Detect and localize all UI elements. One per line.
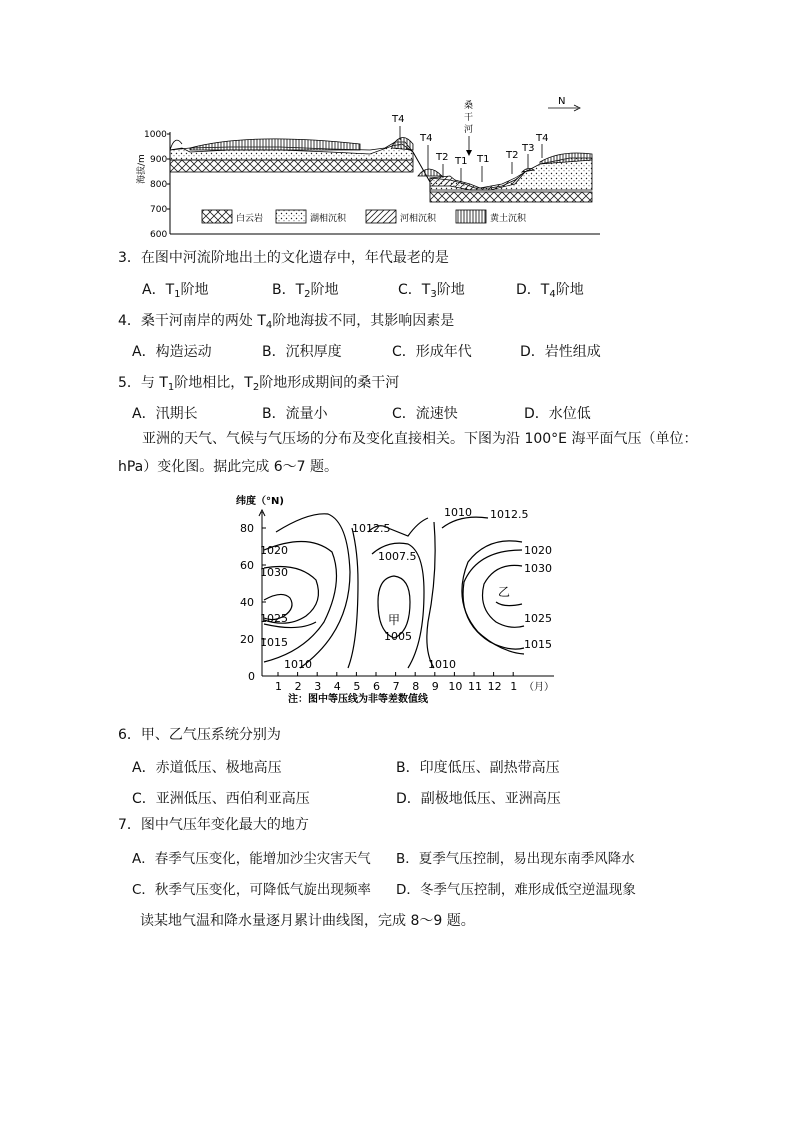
y-tick: 60 [240, 559, 254, 572]
question-7-option-b: B．夏季气压控制，易出现东南季风降水 [396, 851, 635, 867]
question-6-stem: 6．甲、乙气压系统分别为 [118, 727, 281, 743]
isobar-label: 1005 [384, 630, 412, 643]
y-tick: 80 [240, 522, 254, 535]
y-tick: 20 [240, 633, 254, 646]
river-label: 干 [464, 113, 474, 123]
option-tail: 阶地 [555, 282, 584, 298]
isobar-label: 1020 [524, 544, 552, 557]
question-3-option-a [142, 279, 209, 300]
x-tick: 2 [294, 680, 302, 693]
terrace-cross-section-figure [130, 92, 610, 242]
question-4-option-c: C．形成年代 [392, 344, 472, 360]
center-label-yi: 乙 [498, 585, 511, 599]
isobar-label: 1007.5 [378, 550, 417, 563]
stem-part: 阶地相比，T [174, 375, 253, 391]
river-label: 桑 [464, 101, 474, 111]
legend-label: 白云岩 [236, 214, 264, 224]
stem-part: 5．与 T [118, 375, 168, 391]
x-tick: 10 [448, 680, 463, 693]
question-6-option-d: D．副极地低压、亚洲高压 [396, 791, 561, 807]
question-7-option-a: A．春季气压变化，能增加沙尘灾害天气 [132, 851, 371, 867]
question-7-option-d: D．冬季气压控制，难形成低空逆温现象 [396, 882, 636, 898]
x-tick: 9 [431, 680, 439, 693]
legend-label: 湖相沉积 [310, 214, 347, 224]
option-text: D．T [516, 282, 550, 298]
question-5-stem [118, 372, 399, 393]
terrace-label: T4 [392, 114, 405, 125]
terrace-label: T4 [536, 133, 549, 144]
question-3-option-c [398, 279, 465, 300]
x-tick: 5 [353, 680, 361, 693]
x-tick: 3 [314, 680, 322, 693]
legend-label: 河相沉积 [400, 214, 437, 224]
question-4-option-a: A．构造运动 [132, 344, 212, 360]
stem-sub: 4 [265, 320, 273, 331]
isobar-label: 1020 [260, 544, 288, 557]
center-label-jia: 甲 [388, 613, 401, 627]
question-6-option-c: C．亚洲低压、西伯利亚高压 [132, 791, 310, 807]
question-6-option-b: B．印度低压、副热带高压 [396, 760, 560, 776]
sea-level-pressure-chart [228, 492, 568, 706]
option-text: B．T [272, 282, 305, 298]
x-unit: （月） [524, 682, 554, 693]
x-tick: 1 [275, 680, 282, 693]
y-tick: 40 [240, 596, 254, 609]
terrace-label: T1 [455, 156, 468, 167]
x-tick: 11 [468, 680, 482, 693]
x-tick: 6 [373, 680, 380, 693]
stem-part: 阶地海拔不同，其影响因素是 [272, 313, 455, 329]
y-tick: 1000 [144, 130, 167, 140]
option-text: A．T [142, 282, 175, 298]
isobar-label: 1025 [524, 612, 552, 625]
y-axis-title: 纬度（°N) [236, 496, 284, 507]
option-sub: 1 [174, 289, 181, 300]
y-tick: 600 [150, 230, 168, 240]
terrace-label: T2 [436, 152, 449, 163]
stem-sub: 1 [167, 382, 175, 393]
option-tail: 阶地 [310, 282, 339, 298]
legend [202, 210, 527, 224]
legend-label: 黄土沉积 [490, 214, 527, 224]
terrace-label: T3 [522, 143, 535, 154]
x-tick: 1 [510, 680, 518, 693]
question-5-option-c: C．流速快 [392, 406, 458, 422]
question-7-stem: 7．图中气压年变化最大的地方 [118, 817, 309, 833]
x-tick: 4 [333, 680, 341, 693]
question-3-stem: 3．在图中河流阶地出土的文化遗存中，年代最老的是 [118, 250, 449, 266]
isobar-label: 1025 [260, 612, 288, 625]
question-3-option-b [272, 279, 339, 300]
question-4-stem [118, 310, 454, 331]
question-3-option-d [516, 279, 584, 300]
isobar-label: 1030 [524, 562, 552, 575]
north-label: N [558, 96, 566, 107]
intro-6-7-line2: hPa）变化图。据此完成 6～7 题。 [118, 459, 338, 475]
isobar-label: 1010 [444, 506, 472, 519]
terrace-label: T4 [420, 133, 433, 144]
isobar-label: 1010 [428, 658, 456, 671]
y-tick: 900 [150, 155, 168, 165]
chart-note: 注：图中等压线为非等差数值线 [288, 694, 428, 705]
question-4-option-d: D．岩性组成 [520, 344, 601, 360]
y-tick: 800 [150, 180, 168, 190]
option-tail: 阶地 [180, 282, 209, 298]
question-4-option-b: B．沉积厚度 [262, 344, 342, 360]
y-axis-label: 海拔/m [137, 154, 147, 184]
y-tick: 700 [150, 205, 168, 215]
intro-6-7-line1: 亚洲的天气、气候与气压场的分布及变化直接相关。下图为沿 100°E 海平面气压（单位： [142, 431, 698, 447]
isobar-label: 1012.5 [490, 508, 529, 521]
question-5-option-b: B．流量小 [262, 406, 328, 422]
question-5-option-a: A．汛期长 [132, 406, 198, 422]
stem-part: 4．桑干河南岸的两处 T [118, 313, 266, 329]
option-sub: 4 [549, 289, 556, 300]
option-text: C．T [398, 282, 431, 298]
option-sub: 2 [304, 289, 311, 300]
y-tick: 0 [248, 670, 255, 683]
stem-part: 阶地形成期间的桑干河 [259, 375, 400, 391]
terrace-label: T1 [477, 154, 490, 165]
option-tail: 阶地 [436, 282, 465, 298]
intro-8-9: 读某地气温和降水量逐月累计曲线图，完成 8～9 题。 [140, 913, 475, 929]
question-6-option-a: A．赤道低压、极地高压 [132, 760, 282, 776]
isobar-label: 1015 [524, 638, 552, 651]
question-7-option-c: C．秋季气压变化，可降低气旋出现频率 [132, 882, 371, 898]
terrace-label: T2 [506, 150, 519, 161]
isobar-label: 1030 [260, 566, 288, 579]
isobar-label: 1012.5 [352, 522, 391, 535]
isobar-label: 1010 [284, 658, 312, 671]
x-tick: 12 [487, 680, 502, 693]
river-label: 河 [464, 125, 474, 135]
question-5-option-d: D．水位低 [524, 406, 591, 422]
x-tick: 7 [392, 680, 400, 693]
isobar-label: 1015 [260, 636, 288, 649]
stem-sub: 2 [252, 382, 260, 393]
x-tick: 8 [412, 680, 420, 693]
option-sub: 3 [430, 289, 437, 300]
